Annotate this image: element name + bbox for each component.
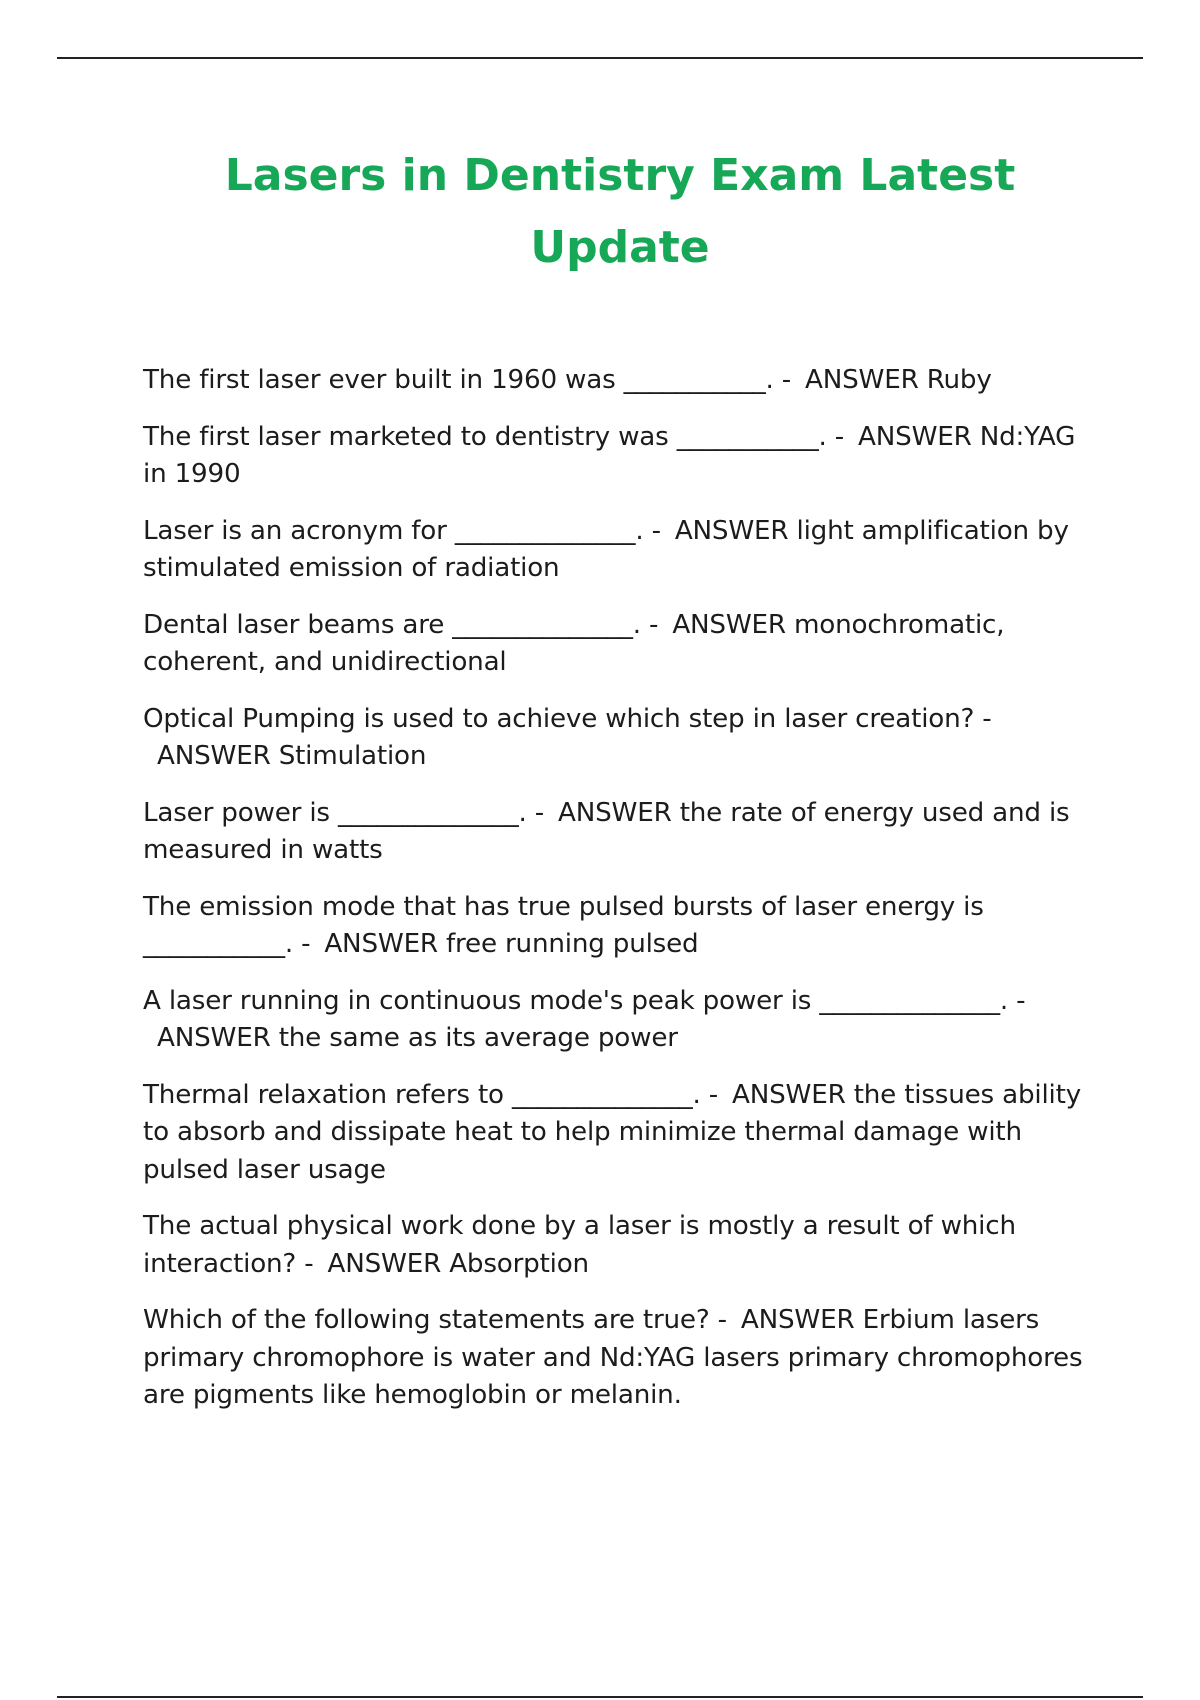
answer-tag: ANSWER bbox=[324, 929, 438, 959]
answer-tag: ANSWER bbox=[327, 1248, 442, 1279]
qa-list bbox=[143, 362, 1093, 1434]
answer-text: Ruby bbox=[926, 365, 992, 395]
answer-text: Stimulation bbox=[278, 741, 427, 771]
answer-text: light amplification by stimulated emission of radiation bbox=[143, 515, 1069, 583]
answer-text: the rate of energy used and is measured in watts bbox=[143, 797, 1070, 865]
qa-item bbox=[143, 701, 1093, 776]
question-text: Thermal relaxation refers to ______________. - bbox=[143, 1079, 719, 1110]
question-text: A laser running in continuous mode's peak power is ______________. - bbox=[143, 985, 1026, 1016]
qa-item bbox=[143, 607, 1093, 682]
answer-tag: ANSWER bbox=[732, 1079, 846, 1110]
answer-text: Nd:YAG in 1990 bbox=[143, 421, 1076, 489]
answer-tag: ANSWER bbox=[805, 365, 919, 395]
answer-text: free running pulsed bbox=[446, 929, 699, 959]
question-text: The first laser marketed to dentistry was ___________. - bbox=[143, 421, 845, 452]
answer-text: the same as its average power bbox=[278, 1023, 678, 1053]
qa-item bbox=[143, 889, 1093, 964]
answer-tag: ANSWER bbox=[674, 515, 789, 546]
question-text: Laser power is ______________. - bbox=[143, 797, 545, 828]
qa-item bbox=[143, 983, 1093, 1058]
question-text: Dental laser beams are ______________. - bbox=[143, 609, 659, 640]
question-text: Which of the following statements are true? - bbox=[143, 1305, 727, 1335]
qa-item bbox=[143, 1302, 1093, 1415]
top-rule bbox=[57, 57, 1143, 59]
answer-text: Erbium lasers primary chromophore is water and Nd:YAG lasers primary chromophores are pigments like hemoglobin or melanin. bbox=[143, 1305, 1083, 1410]
answer-tag: ANSWER bbox=[858, 421, 972, 452]
qa-item bbox=[143, 419, 1093, 494]
answer-text: monochromatic, coherent, and unidirectional bbox=[143, 609, 1005, 677]
page-title: Lasers in Dentistry Exam Latest Update bbox=[224, 150, 1016, 273]
qa-item bbox=[143, 362, 1093, 400]
question-text: The actual physical work done by a laser is mostly a result of which interaction? - bbox=[143, 1211, 1016, 1279]
bottom-rule bbox=[57, 1696, 1143, 1698]
qa-item bbox=[143, 513, 1093, 588]
qa-item bbox=[143, 1077, 1093, 1190]
answer-tag: ANSWER bbox=[157, 741, 271, 771]
question-text: Optical Pumping is used to achieve which step in laser creation? - bbox=[143, 703, 992, 734]
answer-tag: ANSWER bbox=[740, 1305, 855, 1335]
answer-tag: ANSWER bbox=[157, 1023, 271, 1053]
qa-item bbox=[143, 795, 1093, 870]
answer-tag: ANSWER bbox=[672, 609, 786, 640]
question-text: The emission mode that has true pulsed bursts of laser energy is ___________. - bbox=[143, 891, 984, 959]
answer-text: Absorption bbox=[449, 1248, 589, 1279]
question-text: Laser is an acronym for ______________. - bbox=[143, 515, 661, 546]
answer-text: the tissues ability to absorb and dissipate heat to help minimize thermal damage with pulsed laser usage bbox=[143, 1079, 1081, 1185]
question-text: The first laser ever built in 1960 was ___________. - bbox=[143, 365, 792, 395]
qa-item bbox=[143, 1208, 1093, 1283]
answer-tag: ANSWER bbox=[558, 797, 672, 828]
